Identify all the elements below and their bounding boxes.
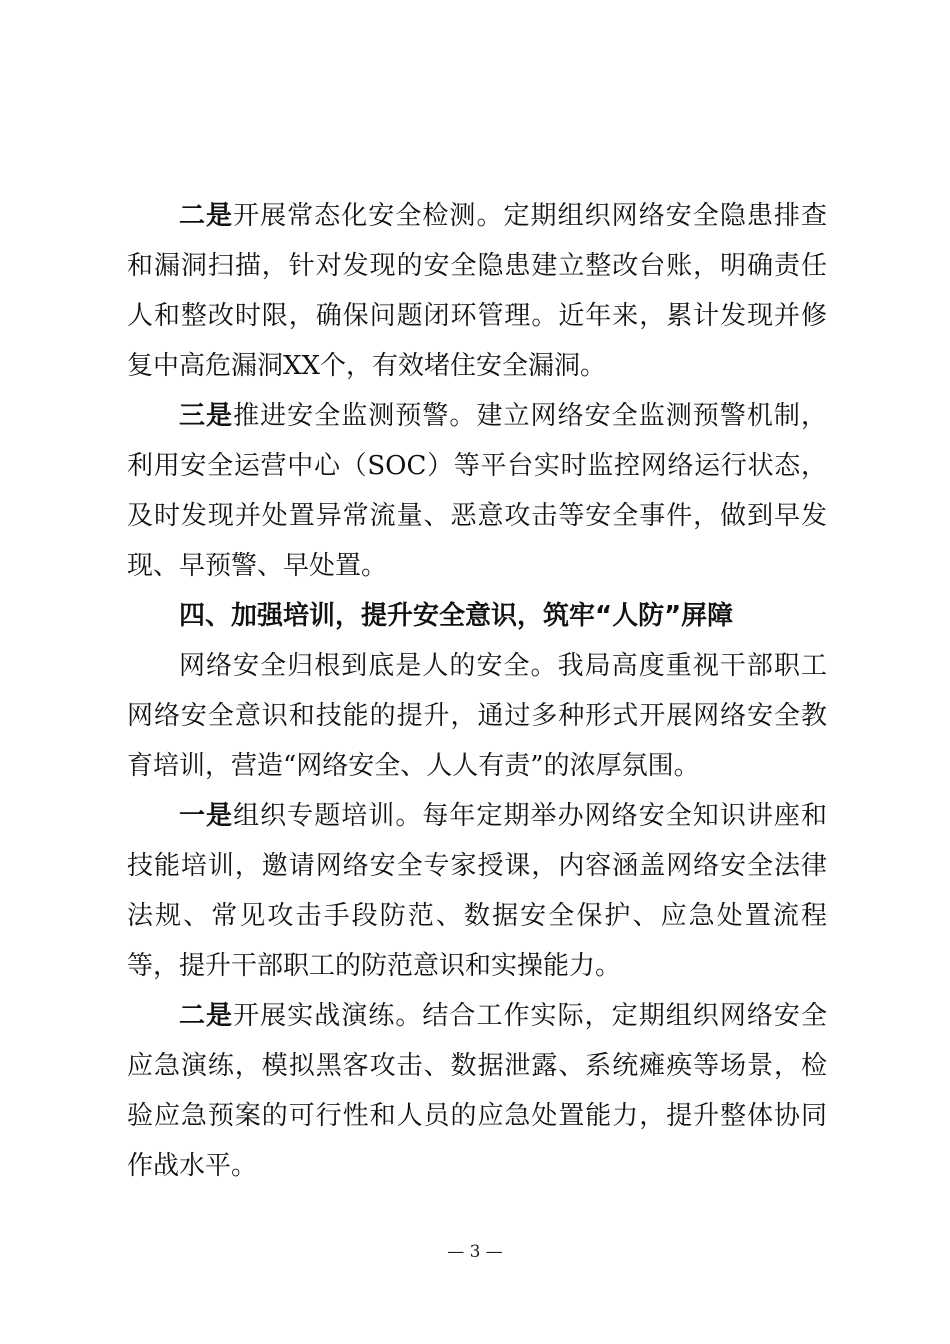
paragraph-text: 开展实战演练。结合工作实际，定期组织网络安全应急演练，模拟黑客攻击、数据泄露、系统瘫痪等场景，检验应急预案的可行性和人员的应急处置能力，提升整体协同作战水平。 (127, 1001, 827, 1181)
paragraph-text: 开展常态化安全检测。定期组织网络安全隐患排查和漏洞扫描，针对发现的安全隐患建立整改台账，明确责任人和整改时限，确保问题闭环管理。近年来，累计发现并修复中高危漏洞XX个，有效堵住安全漏洞。 (127, 201, 827, 381)
section-heading: 四、加强培训，提升安全意识，筑牢“人防”屏障 (179, 601, 734, 631)
paragraph-text: 网络安全归根到底是人的安全。我局高度重视干部职工网络安全意识和技能的提升，通过多种形式开展网络安全教育培训，营造“网络安全、人人有责”的浓厚氛围。 (127, 651, 827, 781)
document-body (127, 191, 827, 1191)
paragraph-special-training (127, 791, 827, 991)
paragraph-text: 推进安全监测预警。建立网络安全监测预警机制，利用安全运营中心（SOC）等平台实时监控网络运行状态，及时发现并处置异常流量、恶意攻击等安全事件，做到早发现、早预警、早处置。 (127, 401, 827, 581)
paragraph-lead: 三是 (179, 401, 234, 431)
paragraph-monitoring-warning (127, 391, 827, 591)
page-number: — 3 — (447, 1242, 503, 1262)
paragraph-drills (127, 991, 827, 1191)
paragraph-routine-testing (127, 191, 827, 391)
paragraph-lead: 一是 (179, 801, 234, 831)
paragraph-section-intro (127, 641, 827, 791)
paragraph-text: 组织专题培训。每年定期举办网络安全知识讲座和技能培训，邀请网络安全专家授课，内容涵盖网络安全法律法规、常见攻击手段防范、数据安全保护、应急处置流程等，提升干部职工的防范意识和实操能力。 (127, 801, 827, 981)
paragraph-lead: 二是 (179, 201, 234, 231)
paragraph-lead: 二是 (179, 1001, 234, 1031)
